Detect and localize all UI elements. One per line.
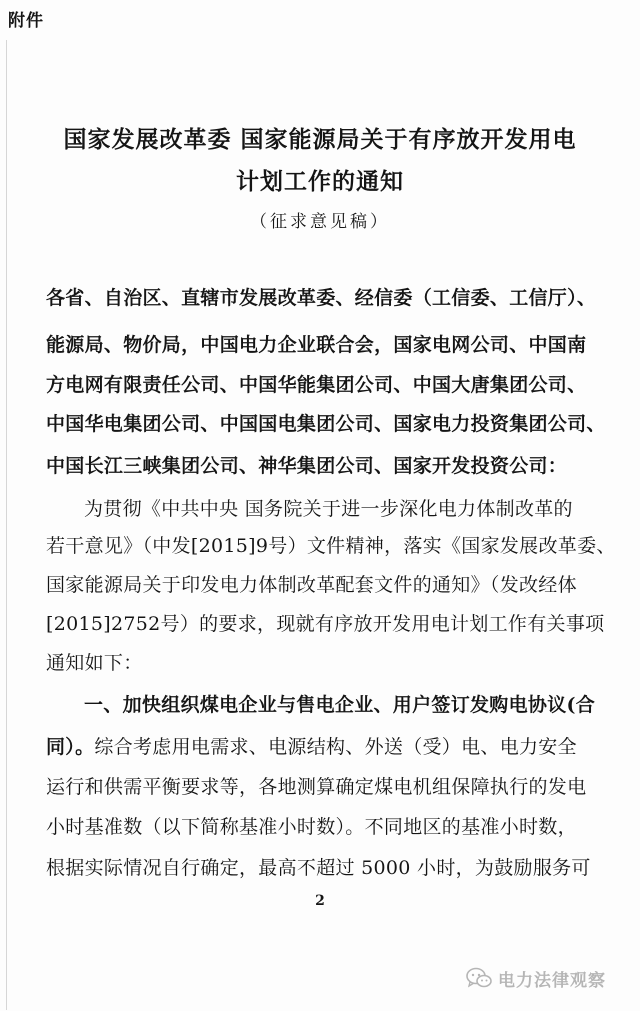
addressee-line: 各省、自治区、直辖市发展改革委、经信委（工信委、工信厅）、 [46, 287, 597, 309]
section-body-line: 运行和供需平衡要求等，各地测算确定煤电机组保障执行的发电 [46, 776, 587, 798]
section-body-line: 小时基准数（以下简称基准小时数）。不同地区的基准小时数， [46, 816, 577, 838]
document-title-line-1: 国家发展改革委 国家能源局关于有序放开发用电 [63, 126, 577, 153]
addressee-line: 能源局、物价局，中国电力企业联合会，国家电网公司、中国南 [46, 334, 587, 356]
page-number: 2 [315, 893, 325, 909]
section-body-text: 综合考虑用电需求、电源结构、外送（受）电、电力安全 [94, 736, 577, 758]
section-body-line: 根据实际情况自行确定，最高不超过 5000 小时，为鼓励服务可 [46, 857, 591, 879]
addressee-line: 中国华电集团公司、中国国电集团公司、国家电力投资集团公司、 [46, 413, 606, 435]
intro-line: 通知如下： [46, 652, 143, 674]
intro-line: [2015]2752号）的要求，现就有序放开发用电计划工作有关事项 [46, 613, 605, 635]
wechat-icon [466, 967, 492, 989]
section-heading-line-2 [46, 732, 606, 759]
document-subtitle: （征求意见稿） [250, 212, 390, 232]
addressee-line: 中国长江三峡集团公司、神华集团公司、国家开发投资公司： [46, 455, 568, 477]
section-heading-line: 一、加快组织煤电企业与售电企业、用户签订发购电协议(合 [84, 694, 596, 716]
document-title-line-2: 计划工作的通知 [236, 168, 404, 195]
intro-line: 国家能源局关于印发电力体制改革配套文件的通知》（发改经体 [46, 574, 577, 596]
watermark [466, 965, 606, 991]
watermark-text: 电力法律观察 [498, 970, 606, 991]
addressee-line: 方电网有限责任公司、中国华能集团公司、中国大唐集团公司、 [46, 374, 587, 396]
attachment-label: 附件 [8, 11, 44, 31]
intro-line: 若干意见》（中发[2015]9号）文件精神，落实《国家发展改革委、 [46, 535, 616, 557]
intro-line: 为贯彻《中共中央 国务院关于进一步深化电力体制改革的 [84, 498, 573, 520]
section-heading-tail: 同）。 [46, 736, 95, 758]
